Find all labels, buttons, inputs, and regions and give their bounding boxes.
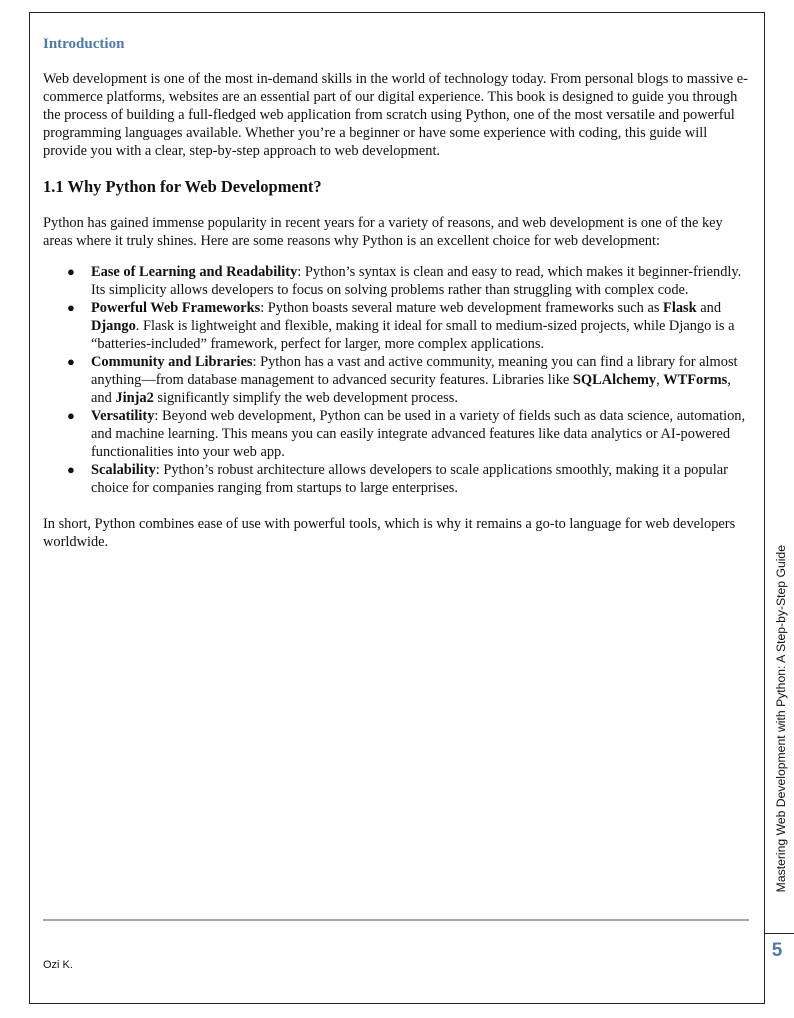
page-content xyxy=(43,34,749,551)
list-item xyxy=(67,353,749,407)
list-item xyxy=(67,299,749,353)
list-item-text: , and xyxy=(91,372,731,406)
footer-author: Ozi K. xyxy=(43,959,73,971)
introduction-paragraph: Web development is one of the most in-demand skills in the world of technology today. From personal blogs to massive e-commerce platforms, websites are an essential part of our digital experience. This book is designed to guide you through the process of building a full-fledged web application from scratch using Python, one of the most versatile and powerful programming languages available. Whether you’re a beginner or have some experience with coding, this guide will provide you with a clear, step-by-step approach to web development. xyxy=(43,71,748,159)
reasons-list xyxy=(43,263,749,497)
list-item-term: Community and Libraries xyxy=(91,354,253,370)
list-item-text: significantly simplify the web development process. xyxy=(153,390,458,406)
footer-divider xyxy=(43,919,749,921)
list-item-text: : Python’s robust architecture allows developers to scale applications smoothly, making it a popular choice for companies ranging from startups to large enterprises. xyxy=(91,462,728,496)
list-item-text: : Python’s syntax is clean and easy to read, which makes it beginner-friendly. Its simplicity allows developers to focus on solving problems rather than struggling with complex code. xyxy=(91,264,742,298)
list-item-text: : Python has a vast and active community, meaning you can find a library for almost anything—from database management to advanced security features. Libraries like xyxy=(91,354,738,388)
library-name: SQLAlchemy xyxy=(572,372,657,388)
section-heading: 1.1 Why Python for Web Development? xyxy=(43,177,322,196)
library-name: WTForms xyxy=(663,372,728,388)
introduction-heading: Introduction xyxy=(43,36,125,52)
running-book-title: Mastering Web Development with Python: A Step-by-Step Guide xyxy=(774,545,788,893)
library-name: Jinja2 xyxy=(115,390,154,406)
list-item-text: : Beyond web development, Python can be used in a variety of fields such as data science, automation, and machine learning. This means you can easily integrate advanced features like data analytics or AI-powered functionalities into your web app. xyxy=(91,408,746,460)
list-item xyxy=(67,263,749,299)
list-item-text: , xyxy=(656,372,664,388)
bullet-icon: ● xyxy=(67,354,75,369)
bullet-icon: ● xyxy=(67,408,75,423)
bullet-icon: ● xyxy=(67,462,75,477)
list-item-term: Ease of Learning and Readability xyxy=(91,264,298,280)
framework-name: Flask xyxy=(663,300,697,316)
list-item-text: and xyxy=(696,300,722,316)
section-lead-paragraph: Python has gained immense popularity in recent years for a variety of reasons, and web development is one of the key areas where it truly shines. Here are some reasons why Python is an excellent choice for web development: xyxy=(43,215,723,249)
page-number: 5 xyxy=(771,940,783,961)
closing-paragraph: In short, Python combines ease of use with powerful tools, which is why it remains a go-to language for web developers worldwide. xyxy=(43,516,736,550)
list-item-term: Powerful Web Frameworks xyxy=(91,300,261,316)
list-item-term: Scalability xyxy=(91,462,156,478)
list-item-text: : Python boasts several mature web development frameworks such as xyxy=(260,300,664,316)
list-item xyxy=(67,461,749,497)
bullet-icon: ● xyxy=(67,300,75,315)
bullet-icon: ● xyxy=(67,264,75,279)
list-item-text: . Flask is lightweight and flexible, making it ideal for small to medium-sized projects, while Django is a “batteries-included” framework, perfect for larger, more complex applications. xyxy=(91,318,735,352)
list-item xyxy=(67,407,749,461)
list-item-term: Versatility xyxy=(91,408,155,424)
framework-name: Django xyxy=(91,318,136,334)
page-number-divider xyxy=(765,933,794,934)
